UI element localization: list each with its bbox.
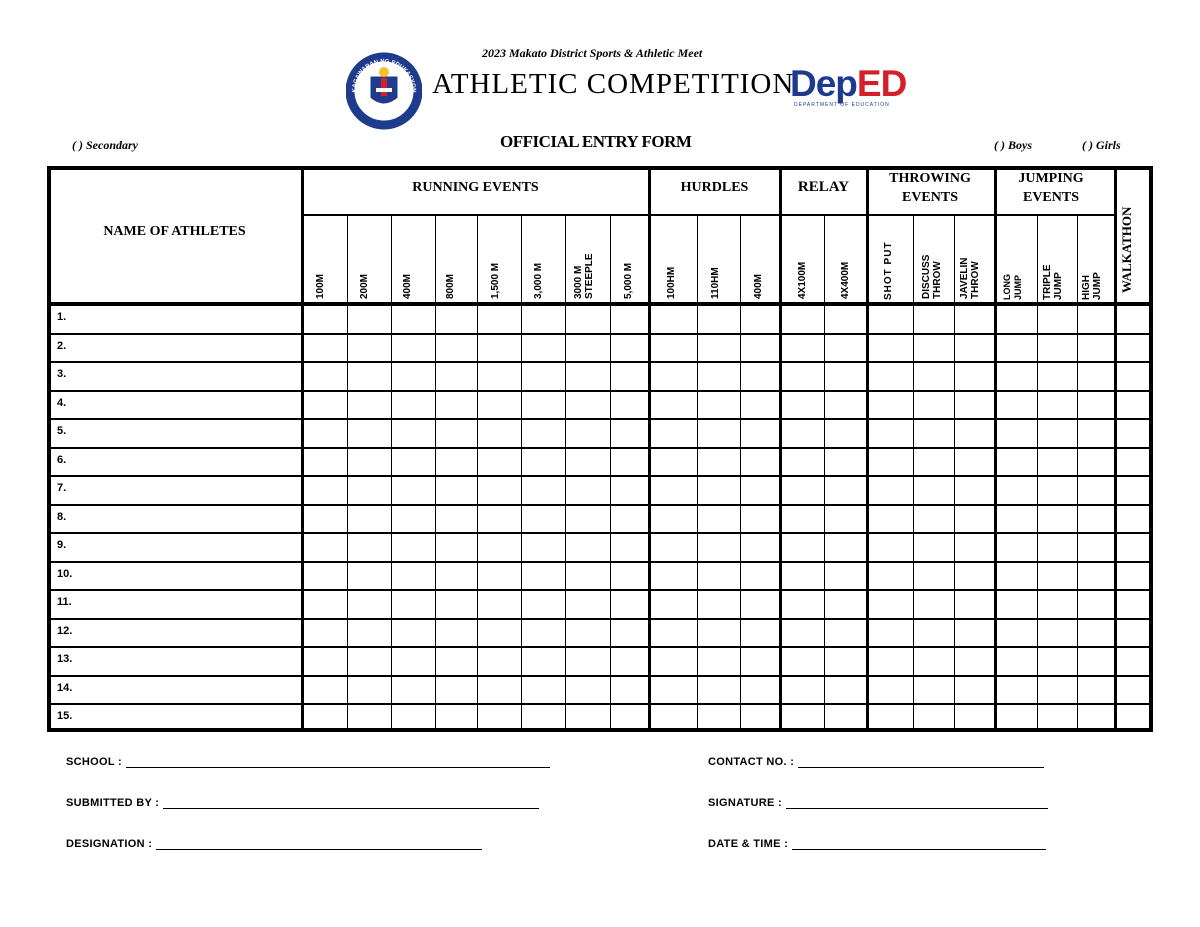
event-discus-throw: DISCUSS THROW [921,254,943,299]
deped-logo-subtitle: DEPARTMENT OF EDUCATION [794,102,890,108]
row-divider [47,333,1153,335]
column-divider [1037,214,1038,732]
event-200m: 200M [359,273,370,299]
row-divider [47,390,1153,392]
deped-logo-part-b: ED [856,63,907,104]
row-divider [47,703,1153,705]
athlete-name-cell[interactable] [83,364,298,389]
event-long-jump: LONG JUMP [1002,274,1023,300]
row-divider [47,589,1153,591]
athlete-name-cell[interactable] [83,307,298,332]
athlete-name-cell[interactable] [83,592,298,617]
school-field[interactable] [66,756,550,768]
event-800m: 800M [445,273,456,299]
event-4x100m: 4X100M [797,261,808,299]
row-number: 15. [57,710,73,723]
designation-field[interactable] [66,838,482,850]
row-divider [47,675,1153,677]
walkathon-header: WALKATHON [1119,206,1134,293]
row-number: 14. [57,681,73,694]
row-divider [47,532,1153,534]
column-divider [435,214,436,732]
page-title: ATHLETIC COMPETITION [432,68,795,100]
row-number: 13. [57,653,73,666]
event-high-jump: HIGH JUMP [1081,272,1103,300]
row-number: 1. [57,311,67,323]
event-triple-jump: TRIPLE JUMP [1042,264,1064,300]
athlete-name-cell[interactable] [83,450,298,475]
row-divider [47,561,1153,563]
event-100hm: 100HM [666,266,677,299]
athlete-name-cell[interactable] [83,649,298,674]
athlete-name-cell[interactable] [83,421,298,446]
column-divider [521,214,522,732]
column-divider [913,214,914,732]
athlete-name-cell[interactable] [83,507,298,532]
row-divider [47,504,1153,506]
event-5000m: 5,000 M [623,262,634,299]
event-shot-put: SHOT PUT [883,241,894,300]
option-secondary[interactable]: ( ) Secondary [72,138,138,152]
seal-ring-top-text: KAGAWARAN NG EDUKASYON [351,58,417,93]
event-hurdles-400m: 400M [753,273,764,299]
deped-logo-part-a: Dep [790,63,857,104]
column-divider [391,214,392,732]
event-1500m: 1,500 M [490,262,501,299]
signature-field[interactable] [708,797,1048,809]
athlete-name-cell[interactable] [83,478,298,503]
jumping-events-header: JUMPING EVENTS [1018,171,1084,205]
row-number: 8. [57,510,67,523]
throwing-events-header: THROWING EVENTS [889,171,971,205]
option-girls[interactable]: ( ) Girls [1082,138,1121,152]
event-3000m-steeple: 3000 M STEEPLE [573,253,595,299]
column-divider [954,214,955,732]
contact-no-field[interactable] [708,756,1044,768]
event-3000m: 3,000 M [533,262,544,299]
column-divider [697,214,698,732]
row-number: 3. [57,368,67,381]
header-divider [47,302,1153,306]
row-number: 4. [57,396,67,409]
relay-header: RELAY [797,179,850,195]
submitted-by-field[interactable] [66,797,539,809]
athlete-name-cell[interactable] [83,393,298,418]
row-divider [47,475,1153,477]
column-divider [347,214,348,732]
date-time-field[interactable] [708,838,1046,850]
row-number: 2. [57,339,67,352]
school-label: SCHOOL : [66,756,122,768]
row-divider [47,447,1153,449]
athlete-name-cell[interactable] [83,564,298,589]
event-100m: 100M [315,273,326,299]
entry-table [47,166,1153,732]
row-divider [47,646,1153,648]
running-events-header: RUNNING EVENTS [412,180,539,195]
name-of-athletes-header: NAME OF ATHLETES [103,224,246,239]
event-110hm: 110HM [710,267,721,299]
event-4x400m: 4X400M [840,261,851,299]
hurdles-header: HURDLES [680,180,749,195]
table-border-top [47,166,1153,170]
athlete-name-cell[interactable] [83,336,298,361]
column-divider [1077,214,1078,732]
meet-title-line: 2023 Makato District Sports & Athletic Meet [482,46,703,60]
submitted-by-label: SUBMITTED BY : [66,797,160,809]
column-divider [477,214,478,732]
row-number: 9. [57,539,67,552]
row-number: 12. [57,624,73,637]
row-number: 10. [57,567,73,580]
column-divider [565,214,566,732]
row-divider [47,618,1153,620]
row-divider [47,361,1153,363]
contact-no-label: CONTACT NO. : [708,756,795,768]
column-divider [824,214,825,732]
row-divider [47,418,1153,420]
column-divider [610,214,611,732]
column-divider [740,214,741,732]
row-number: 11. [57,596,72,609]
event-400m: 400M [402,273,413,299]
athlete-name-cell[interactable] [83,678,298,703]
row-number: 7. [57,482,67,495]
row-number: 6. [57,453,67,466]
designation-label: DESIGNATION : [66,838,153,850]
date-time-label: DATE & TIME : [708,838,789,850]
deped-seal-logo [346,48,422,134]
row-number: 5. [57,425,67,438]
form-title: OFFICIAL ENTRY FORM [500,132,692,151]
athlete-name-cell[interactable] [83,621,298,646]
option-boys[interactable]: ( ) Boys [994,138,1032,152]
table-border-bottom [47,728,1153,732]
athlete-name-cell[interactable] [83,535,298,560]
event-javelin-throw: JAVELIN THROW [959,257,981,299]
seal-ring-bottom-text: REPUBLIKA NG PILIPINAS [357,100,411,123]
signature-label: SIGNATURE : [708,797,782,809]
deped-logo [790,63,906,105]
